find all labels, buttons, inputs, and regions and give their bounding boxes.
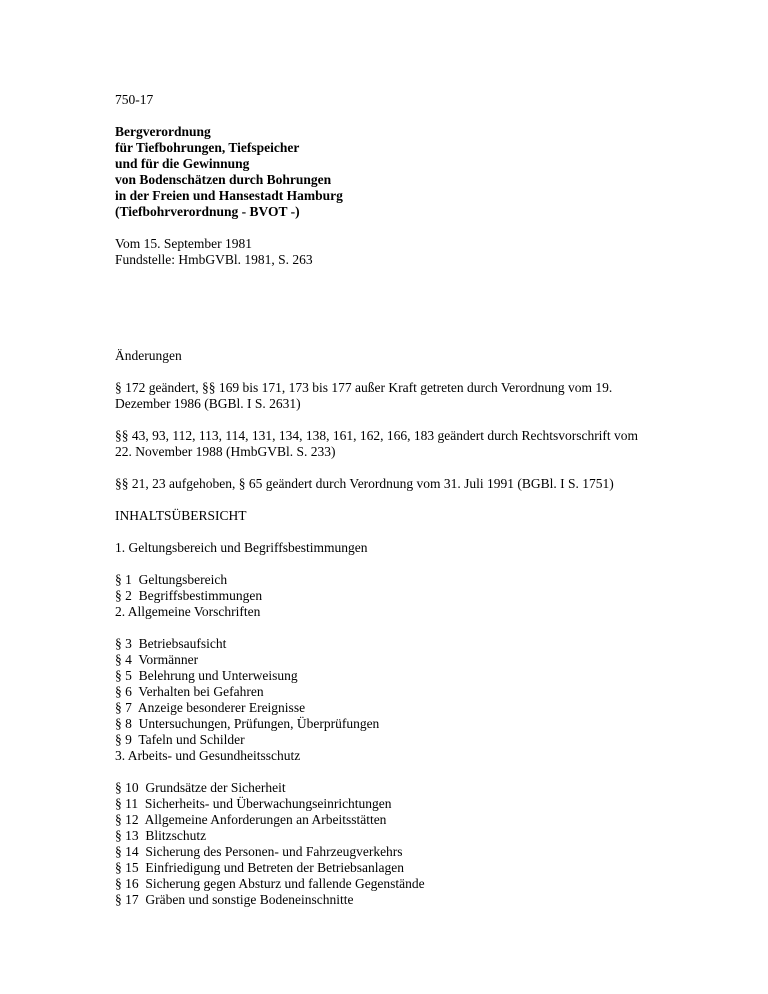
toc-group-3-line: § 17 Gräben und sonstige Bodeneinschnitte: [115, 892, 354, 907]
amendments-heading-line: Änderungen: [115, 348, 182, 363]
toc-group-3-line: § 11 Sicherheits- und Überwachungseinrichtungen: [115, 796, 392, 811]
toc-heading-line: INHALTSÜBERSICHT: [115, 508, 247, 523]
toc-group-3-line: § 12 Allgemeine Anforderungen an Arbeitsstätten: [115, 812, 387, 827]
blank-line: [115, 220, 680, 236]
toc-group-2-line: § 7 Anzeige besonderer Ereignisse: [115, 700, 306, 715]
toc-group-3-line: § 16 Sicherung gegen Absturz und fallende Gegenstände: [115, 876, 425, 891]
toc-group-2-line: § 9 Tafeln und Schilder: [115, 732, 245, 747]
title-line: von Bodenschätzen durch Bohrungen: [115, 172, 332, 187]
toc-group-2-line: § 8 Untersuchungen, Prüfungen, Überprüfungen: [115, 716, 380, 731]
blank-line: [115, 492, 680, 508]
title-line: (Tiefbohrverordnung - BVOT -): [115, 204, 300, 219]
toc-group-3-line: § 10 Grundsätze der Sicherheit: [115, 780, 286, 795]
toc-group-1-line: § 2 Begriffsbestimmungen: [115, 588, 263, 603]
amendment-1-line: Dezember 1986 (BGBl. I S. 2631): [115, 396, 301, 411]
toc-part-1-line: 1. Geltungsbereich und Begriffsbestimmungen: [115, 540, 368, 555]
blank-line: [115, 556, 680, 572]
amendment-1-line: § 172 geändert, §§ 169 bis 171, 173 bis 177 außer Kraft getreten durch Verordnung vom 19.: [115, 380, 613, 395]
blank-line: [115, 332, 680, 348]
document-body: [115, 92, 680, 908]
blank-line: [115, 300, 680, 316]
toc-group-2-line: § 4 Vormänner: [115, 652, 199, 667]
amendment-2-line: 22. November 1988 (HmbGVBl. S. 233): [115, 444, 336, 459]
blank-line: [115, 764, 680, 780]
toc-group-2-line: § 5 Belehrung und Unterweisung: [115, 668, 298, 683]
blank-line: [115, 412, 680, 428]
amendment-3-line: §§ 21, 23 aufgehoben, § 65 geändert durch Verordnung vom 31. Juli 1991 (BGBl. I S. 1751): [115, 476, 614, 491]
promulgation-line: Fundstelle: HmbGVBl. 1981, S. 263: [115, 252, 313, 267]
title-line: in der Freien und Hansestadt Hamburg: [115, 188, 343, 203]
blank-line: [115, 620, 680, 636]
toc-group-2-line: 3. Arbeits- und Gesundheitsschutz: [115, 748, 301, 763]
blank-line: [115, 316, 680, 332]
toc-group-1-line: 2. Allgemeine Vorschriften: [115, 604, 261, 619]
promulgation-line: Vom 15. September 1981: [115, 236, 252, 251]
blank-line: [115, 108, 680, 124]
doc-number-line: 750-17: [115, 92, 154, 107]
toc-group-3-line: § 14 Sicherung des Personen- und Fahrzeugverkehrs: [115, 844, 403, 859]
toc-group-3-line: § 13 Blitzschutz: [115, 828, 207, 843]
blank-line: [115, 524, 680, 540]
toc-group-2-line: § 6 Verhalten bei Gefahren: [115, 684, 264, 699]
title-line: und für die Gewinnung: [115, 156, 250, 171]
toc-group-1-line: § 1 Geltungsbereich: [115, 572, 228, 587]
blank-line: [115, 460, 680, 476]
blank-line: [115, 284, 680, 300]
title-line: Bergverordnung: [115, 124, 211, 139]
toc-group-3-line: § 15 Einfriedigung und Betreten der Betriebsanlagen: [115, 860, 405, 875]
amendment-2-line: §§ 43, 93, 112, 113, 114, 131, 134, 138, 161, 162, 166, 183 geändert durch Rechtsvorschrift vom: [115, 428, 639, 443]
blank-line: [115, 364, 680, 380]
title-line: für Tiefbohrungen, Tiefspeicher: [115, 140, 300, 155]
toc-group-2-line: § 3 Betriebsaufsicht: [115, 636, 227, 651]
blank-line: [115, 268, 680, 284]
